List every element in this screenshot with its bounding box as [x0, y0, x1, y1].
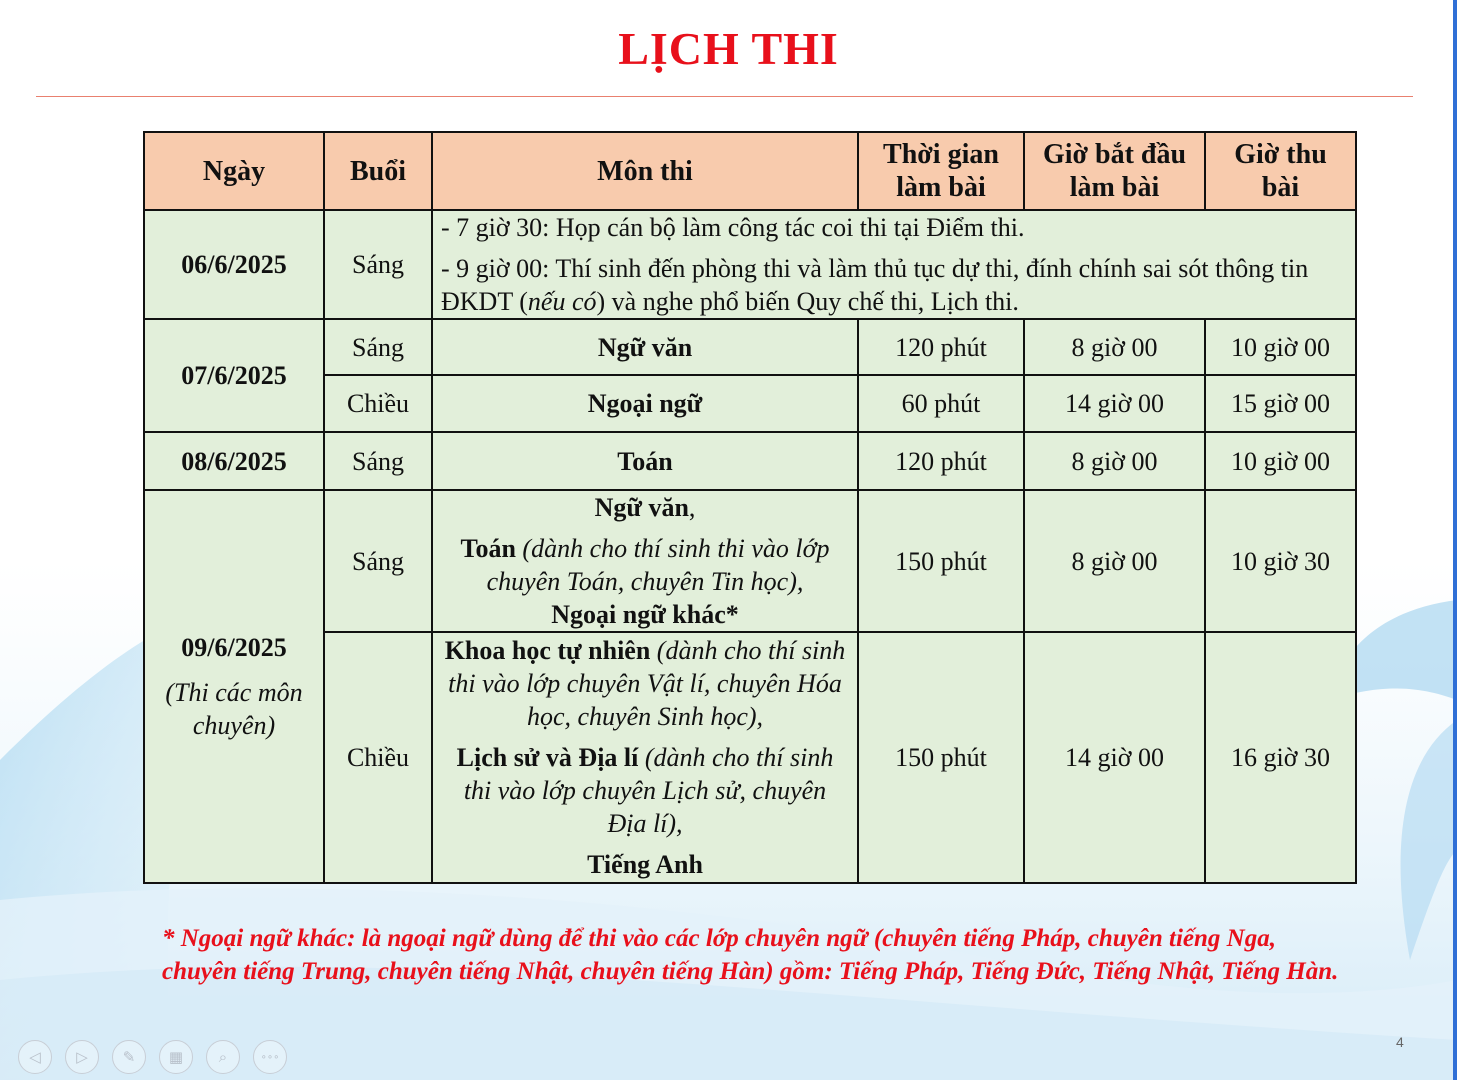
- header-start-line1: Giờ bắt đầu: [1042, 139, 1187, 170]
- session-cell: Sáng: [324, 490, 432, 632]
- table-row: [144, 490, 1356, 632]
- subject-name: Lịch sử và Địa lí: [456, 743, 639, 772]
- subject-cell: Ngoại ngữ: [432, 375, 858, 432]
- subject-line-1: [443, 491, 847, 524]
- previous-slide-icon: ◁: [29, 1048, 41, 1066]
- session-cell: Sáng: [324, 319, 432, 375]
- subject-name: Khoa học tự nhiên: [444, 636, 651, 665]
- pen-icon: ✎: [122, 1048, 136, 1066]
- start-time-cell: 14 giờ 00: [1024, 632, 1205, 883]
- subject-cell: Ngữ văn: [432, 319, 858, 375]
- slideshow-controls: [18, 1040, 287, 1074]
- slides-grid-button[interactable]: [159, 1040, 193, 1074]
- header-session: Buổi: [324, 132, 432, 210]
- slides-grid-icon: ▦: [168, 1048, 184, 1066]
- zoom-icon: ⌕: [218, 1048, 228, 1066]
- date-cell: [144, 490, 324, 883]
- next-slide-button[interactable]: [65, 1040, 99, 1074]
- date-cell: 08/6/2025: [144, 432, 324, 490]
- subject-line-1: [443, 634, 847, 733]
- date-value: 09/6/2025: [181, 633, 287, 662]
- subject-name: Toán: [460, 534, 516, 563]
- subject-note: (dành cho thí sinh thi vào lớp chuyên Lịch sử, chuyên Địa lí),: [463, 743, 834, 838]
- duration-cell: 150 phút: [858, 632, 1024, 883]
- duration-cell: 150 phút: [858, 490, 1024, 632]
- subject-cell: [432, 490, 858, 632]
- start-time-cell: 8 giờ 00: [1024, 432, 1205, 490]
- pen-button[interactable]: [112, 1040, 146, 1074]
- exam-schedule-table: [143, 131, 1357, 884]
- start-time-cell: 8 giờ 00: [1024, 319, 1205, 375]
- briefing-line-2-b: ) và nghe phổ biến Quy chế thi, Lịch thi.: [596, 287, 1019, 316]
- subject-line-2: [443, 532, 847, 598]
- subject-name: Ngữ văn: [594, 493, 689, 522]
- header-date: Ngày: [144, 132, 324, 210]
- end-time-cell: 10 giờ 00: [1205, 432, 1356, 490]
- briefing-line-2-a: - 9 giờ 00: Thí sinh đến phòng thi và làm thủ tục dự thi, đính chính sai sót thông tin ĐKDT (: [441, 254, 1309, 316]
- start-time-cell: 8 giờ 00: [1024, 490, 1205, 632]
- more-options-button[interactable]: [253, 1040, 287, 1074]
- subject-cell: Toán: [432, 432, 858, 490]
- subject-separator: ,: [688, 493, 696, 522]
- next-slide-icon: ▷: [76, 1048, 88, 1066]
- table-header-row: [144, 132, 1356, 210]
- session-cell: Chiều: [324, 632, 432, 883]
- header-subject: Môn thi: [432, 132, 858, 210]
- header-start-time: [1024, 132, 1205, 210]
- table-row: [144, 432, 1356, 490]
- header-end-time: [1205, 132, 1356, 210]
- subject-note: (dành cho thí sinh thi vào lớp chuyên Vật lí, chuyên Hóa học, chuyên Sinh học),: [448, 636, 846, 731]
- date-cell: 06/6/2025: [144, 210, 324, 319]
- header-end-line1: Giờ thu: [1234, 139, 1327, 170]
- header-start-line2: làm bài: [1069, 172, 1160, 203]
- duration-cell: 120 phút: [858, 319, 1024, 375]
- subject-line-3: Ngoại ngữ khác*: [551, 600, 739, 629]
- title-divider: [36, 96, 1413, 97]
- previous-slide-button[interactable]: [18, 1040, 52, 1074]
- footnote: * Ngoại ngữ khác: là ngoại ngữ dùng để thi vào các lớp chuyên ngữ (chuyên tiếng Pháp, chuyên tiếng Nga, chuyên tiếng Trung, chuyên tiếng Nhật, chuyên tiếng Hàn) gồm: Tiếng Pháp, Tiếng Đức, Tiếng Nhật, Tiếng Hàn.: [162, 925, 1339, 985]
- zoom-button[interactable]: [206, 1040, 240, 1074]
- more-options-icon: ∘∘∘: [260, 1051, 280, 1063]
- briefing-cell: [432, 210, 1356, 319]
- briefing-line-2-italic: nếu có: [527, 287, 597, 316]
- header-duration-line1: Thời gian: [883, 139, 999, 170]
- end-time-cell: 16 giờ 30: [1205, 632, 1356, 883]
- table-row: [144, 375, 1356, 432]
- page-number: 4: [1396, 1034, 1404, 1050]
- end-time-cell: 10 giờ 30: [1205, 490, 1356, 632]
- table-row: [144, 210, 1356, 319]
- subject-line-2: [443, 741, 847, 840]
- session-cell: Sáng: [324, 432, 432, 490]
- start-time-cell: 14 giờ 00: [1024, 375, 1205, 432]
- header-end-line2: bài: [1261, 172, 1300, 203]
- briefing-line-2: [441, 252, 1347, 318]
- right-edge-bar: [1453, 0, 1457, 1080]
- date-note: (Thi các môn chuyên): [165, 678, 303, 740]
- end-time-cell: 10 giờ 00: [1205, 319, 1356, 375]
- subject-line-3: Tiếng Anh: [587, 850, 703, 879]
- date-cell: 07/6/2025: [144, 319, 324, 432]
- briefing-line-1: - 7 giờ 30: Họp cán bộ làm công tác coi thi tại Điểm thi.: [441, 213, 1025, 242]
- end-time-cell: 15 giờ 00: [1205, 375, 1356, 432]
- duration-cell: 60 phút: [858, 375, 1024, 432]
- header-duration: [858, 132, 1024, 210]
- table-row: [144, 632, 1356, 883]
- session-cell: Sáng: [324, 210, 432, 319]
- subject-note: (dành cho thí sinh thi vào lớp chuyên Toán, chuyên Tin học),: [486, 534, 830, 596]
- duration-cell: 120 phút: [858, 432, 1024, 490]
- session-cell: Chiều: [324, 375, 432, 432]
- subject-cell: [432, 632, 858, 883]
- slide-title: LỊCH THI: [618, 23, 839, 74]
- table-row: [144, 319, 1356, 375]
- header-duration-line2: làm bài: [896, 172, 986, 203]
